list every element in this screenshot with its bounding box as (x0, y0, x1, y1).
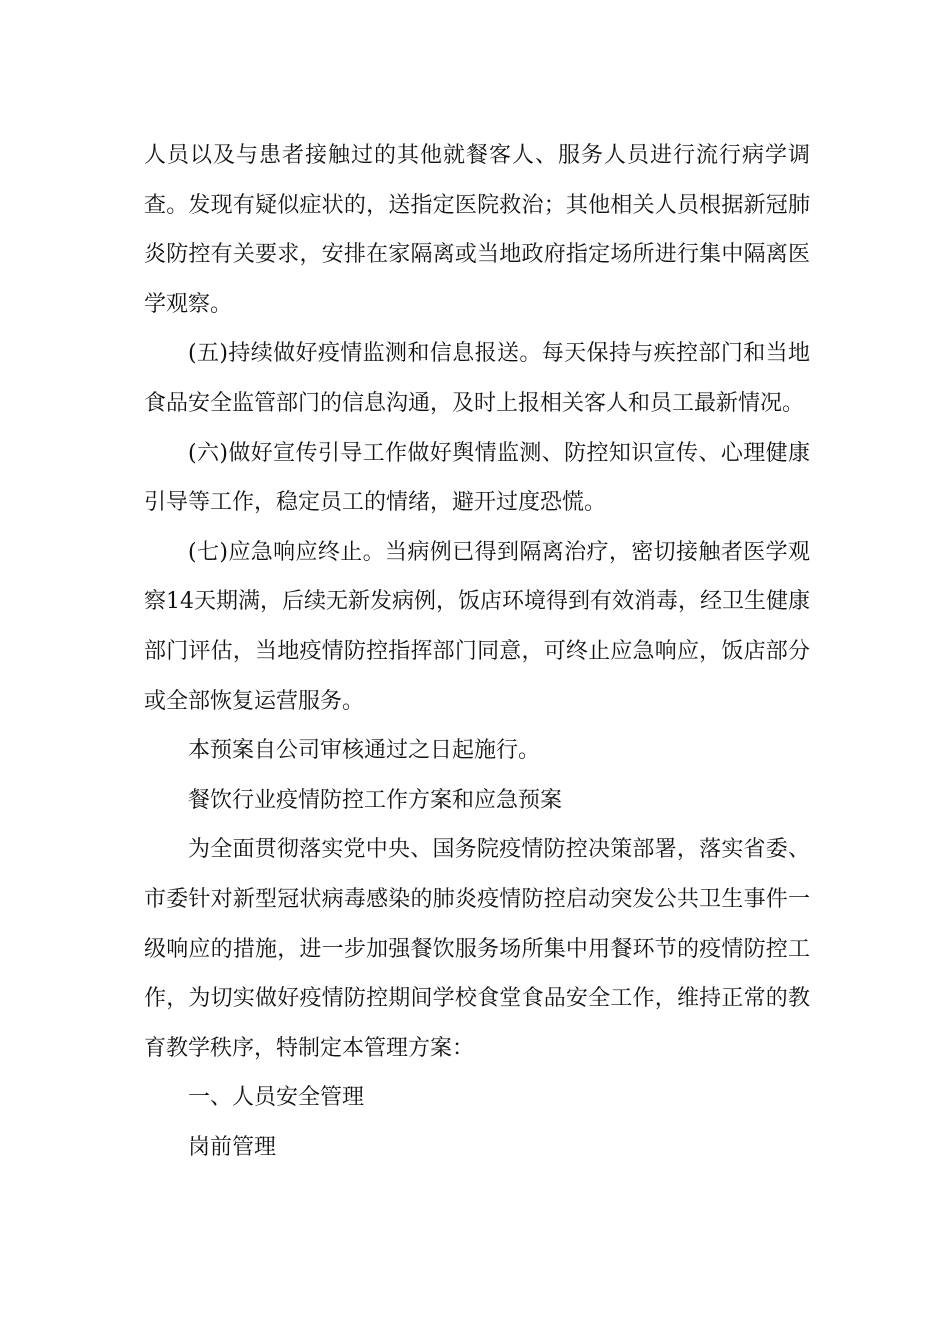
paragraph-effective-date: 本预案自公司审核通过之日起施行。 (188, 738, 541, 764)
subsection-heading: 岗前管理 (188, 1134, 277, 1160)
document-title: 餐饮行业疫情防控工作方案和应急预案 (188, 787, 563, 813)
paragraph-item-6: (六)做好宣传引导工作做好舆情监测、防控知识宣传、心理健康引导等工作，稳定员工的情绪，避开过度恐慌。 (144, 440, 810, 516)
paragraph-intro: 为全面贯彻落实党中央、国务院疫情防控决策部署，落实省委、市委针对新型冠状病毒感染的肺炎疫情防控启动突发公共卫生事件一级响应的措施，进一步加强餐饮服务场所集中用餐环节的疫情防控工作，为切实做好疫情防控期间学校食堂食品安全工作，维持正常的教育教学秩序，特制定本管理方案： (144, 837, 810, 1061)
paragraph-item-5: (五)持续做好疫情监测和信息报送。每天保持与疾控部门和当地食品安全监管部门的信息沟通，及时上报相关客人和员工最新情况。 (144, 341, 810, 416)
paragraph-item-7: (七)应急响应终止。当病例已得到隔离治疗，密切接触者医学观察14天期满，后续无新发病例，饭店环境得到有效消毒，经卫生健康部门评估，当地疫情防控指挥部门同意，可终止应急响应，饭店部分或全部恢复运营服务。 (144, 539, 810, 714)
section-heading-1: 一、人员安全管理 (188, 1085, 365, 1111)
document-body (144, 131, 810, 1172)
paragraph-continued: 人员以及与患者接触过的其他就餐客人、服务人员进行流行病学调查。发现有疑似症状的，送指定医院救治；其他相关人员根据新冠肺炎防控有关要求，安排在家隔离或当地政府指定场所进行集中隔离医学观察。 (144, 143, 810, 317)
